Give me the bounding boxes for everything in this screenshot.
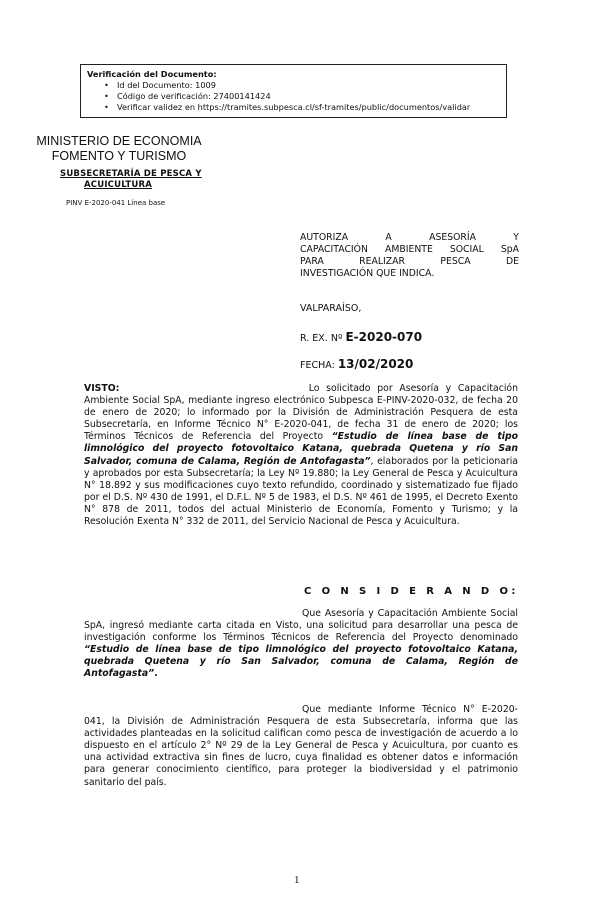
resolution-title-line-4: INVESTIGACIÓN QUE INDICA.: [300, 268, 435, 279]
resolution-title-line-1: AUTORIZA A ASESORÍA Y: [300, 232, 519, 243]
ministry-line-2: FOMENTO Y TURISMO: [51, 149, 187, 163]
subsecretaria-heading: [60, 169, 210, 191]
verification-title: Verificación del Documento:: [87, 69, 217, 79]
ministry-line-1: MINISTERIO DE ECONOMIA: [36, 134, 202, 148]
resolution-date: [300, 357, 413, 371]
date-value: 13/02/2020: [337, 357, 414, 371]
considerando-heading: C O N S I D E R A N D O:: [304, 586, 519, 597]
verification-document-id: • Id del Documento: 1009: [117, 80, 502, 91]
considerando-1-lead: Que Asesoría y Capacitación Ambiente: [302, 608, 487, 619]
subsecretaria-line-1: SUBSECRETARÍA DE PESCA Y: [60, 169, 202, 179]
resolution-title-line-2: CAPACITACIÓN AMBIENTE SOCIAL SpA: [300, 244, 519, 255]
ministry-heading: [34, 134, 204, 164]
city: VALPARAÍSO,: [300, 303, 362, 314]
reference-note: PINV E-2020-041 Línea base: [66, 199, 166, 207]
page-number: 1: [294, 874, 300, 886]
considerando-paragraph-2: [84, 704, 518, 789]
visto-project-name: “Estudio de línea base de tipo limnológico del proyecto fotovoltaico Katana, quebrada Quetena y río San Salvador, comuna de Calama, Región de Antofagasta”: [84, 431, 519, 467]
visto-text-1: Lo solicitado por Asesoría y Capacitación Ambiente Social SpA, mediante ingreso electrónico Subpesca E-PINV-2020-032, de fecha 20 de enero de 2020; lo informado por la División de Administración Pesquera de esta Subsecretaría, en Informe Técnico N° E-2020-041, de fecha 31 de enero de 2020; los Términos Técnicos de Referencia del Proyecto: [84, 383, 518, 443]
considerando-1-text: Social SpA, ingresó mediante carta citada en Visto, una solicitud para desarrollar una pesca de investigación conforme los Términos Técnicos de Referencia del Proyecto denominado: [84, 608, 518, 644]
considerando-2-lead: Que mediante Informe Técnico N° E-: [302, 704, 491, 715]
verification-url[interactable]: • Verificar validez en https://tramites.subpesca.cl/sf-tramites/public/documentos/validar: [117, 102, 502, 113]
subsecretaria-line-2: ACUICULTURA: [84, 180, 153, 190]
document-verification-box: [80, 64, 507, 118]
resolution-title: [300, 232, 519, 280]
visto-paragraph: [84, 383, 518, 528]
date-label: FECHA:: [300, 360, 335, 371]
resolution-number-value: E-2020-070: [345, 330, 423, 344]
considerando-paragraph-1: [84, 608, 518, 681]
resolution-title-line-3: PARA REALIZAR PESCA DE: [300, 256, 519, 267]
visto-label: VISTO:: [84, 383, 120, 394]
resolution-number-label: R. EX. Nº: [300, 333, 343, 344]
verification-list: [87, 80, 502, 113]
visto-text-2: , elaborados por la peticionaria y aprobados por esta Subsecretaría; la Ley Nº 19.880; la Ley General de Pesca y Acuicultura N° 18.892 y sus modificaciones cuyo texto refundido, coordinado y sistematizado fue fijado por el D.S. Nº 430 de 1991, el D.F.L. Nº 5 de 1983, el D.S. Nº 461 de 1995, el Decreto Exento N° 878 de 2011, todos del actual Ministerio de Economía, Fomento y Turismo; y la Resolución Exenta N° 332 de 2011, del Servicio Nacional de Pesca y Acuicultura.: [84, 455, 519, 528]
considerando-1-project-name: “Estudio de línea base de tipo limnológico del proyecto fotovoltaico Katana, quebrada Quetena y río San Salvador, comuna de Calama, Región de Antofagasta”: [84, 644, 518, 680]
resolution-number: [300, 330, 422, 344]
considerando-1-end: .: [154, 668, 158, 680]
verification-code: • Código de verificación: 27400141424: [117, 91, 502, 102]
considerando-2-text: 2020-041, la División de Administración Pesquera de esta Subsecretaría, informa que las actividades planteadas en la solicitud califican como pesca de investigación de acuerdo a lo dispuesto en el artículo 2° Nº 29 de la Ley General de Pesca y Acuicultura, por cuanto es una actividad extractiva sin fines de lucro, cuya finalidad es obtener datos e información para generar conocimiento científico, para proteger la biodiversidad y el patrimonio sanitario del país.: [84, 704, 518, 788]
